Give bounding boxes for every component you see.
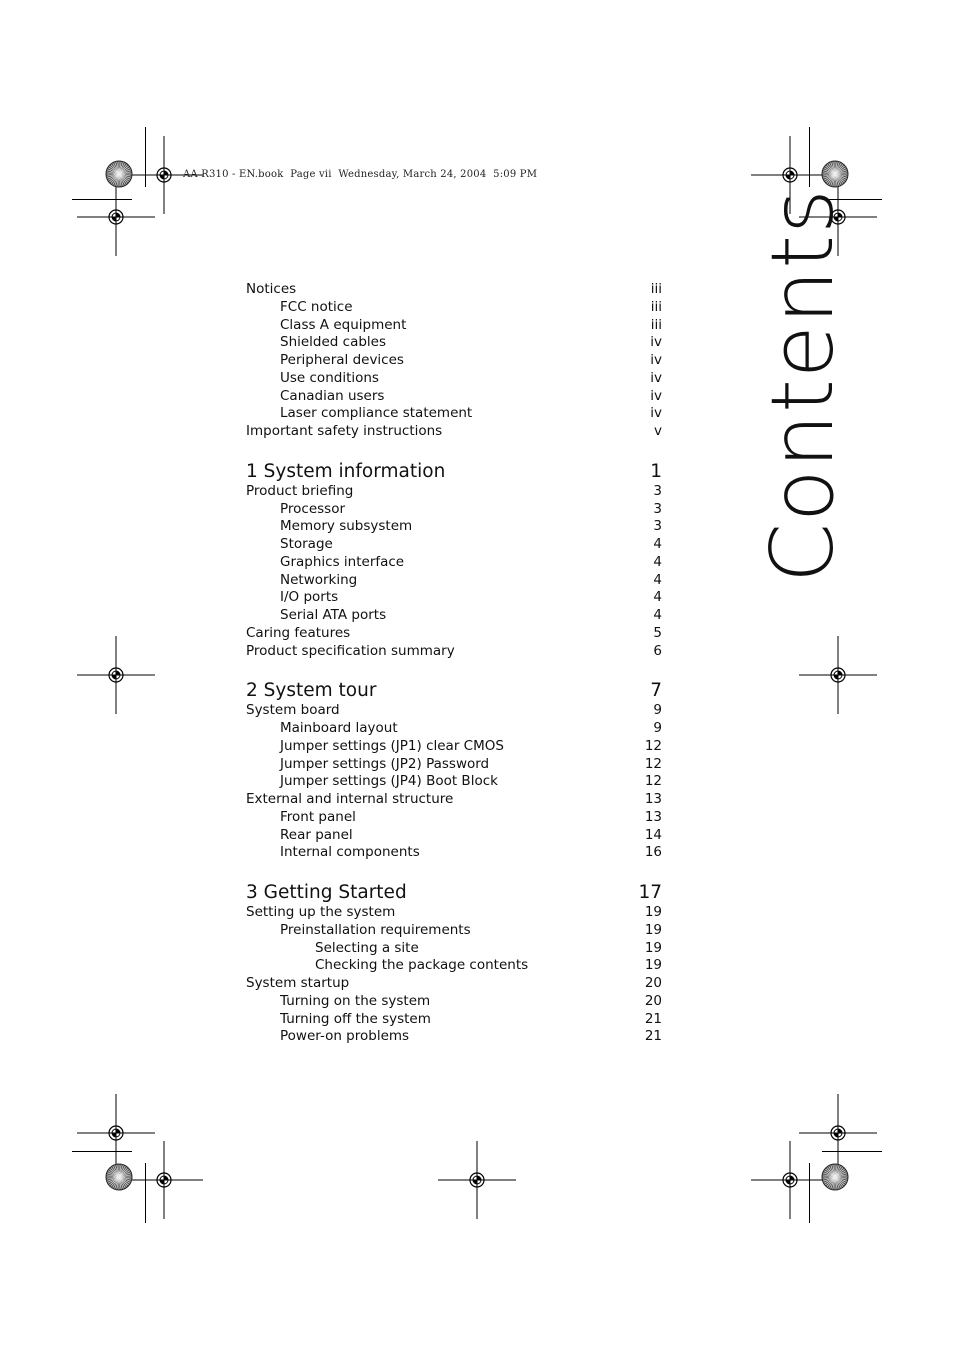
- registration-target-icon: [799, 636, 877, 714]
- toc-entry-title: FCC notice: [280, 298, 353, 315]
- table-of-contents: [246, 281, 662, 1046]
- toc-entry-title: Class A equipment: [280, 316, 407, 333]
- toc-entry-title: Internal components: [280, 844, 420, 861]
- toc-entry-title: Processor: [280, 500, 346, 517]
- toc-entry-title: Shielded cables: [280, 334, 387, 351]
- toc-entry-page: 4: [653, 553, 662, 570]
- toc-entry-row: [246, 388, 662, 406]
- toc-entry-row: [246, 405, 662, 423]
- color-registration-star-icon: [105, 160, 133, 188]
- toc-entry-title: Memory subsystem: [280, 518, 413, 535]
- toc-entry-title: Selecting a site: [315, 939, 419, 956]
- toc-entry-row: [246, 940, 662, 958]
- toc-entry-title: Product briefing: [246, 482, 354, 499]
- toc-entry-title: System board: [246, 702, 340, 719]
- toc-entry-title: Networking: [280, 571, 358, 588]
- toc-entry-page: 4: [653, 607, 662, 623]
- toc-entry-page: iv: [650, 387, 662, 404]
- toc-entry-row: [246, 791, 662, 809]
- color-registration-star-icon: [105, 1163, 133, 1191]
- toc-entry-page: 12: [644, 737, 662, 754]
- toc-entry-row: [246, 844, 662, 862]
- toc-entry-page: iv: [650, 369, 662, 386]
- toc-entry-title: Caring features: [246, 624, 351, 641]
- toc-entry-page: 14: [644, 826, 662, 843]
- toc-entry-title: 3 Getting Started: [246, 882, 407, 903]
- toc-entry-title: Use conditions: [280, 369, 379, 386]
- toc-entry-title: 2 System tour: [246, 680, 377, 702]
- toc-chapter-row: [246, 882, 662, 904]
- toc-entry-page: 4: [653, 536, 662, 552]
- toc-entry-page: 7: [650, 680, 662, 702]
- toc-entry-title: Peripheral devices: [280, 352, 404, 368]
- toc-entry-page: iii: [650, 298, 662, 315]
- toc-entry-title: Jumper settings (JP4) Boot Block: [280, 773, 498, 790]
- toc-entry-page: iii: [650, 281, 662, 297]
- toc-entry-row: [246, 317, 662, 335]
- toc-entry-page: 20: [644, 992, 662, 1009]
- toc-entry-title: Jumper settings (JP1) clear CMOS: [280, 737, 504, 754]
- registration-target-icon: [77, 636, 155, 714]
- toc-entry-page: iv: [650, 334, 662, 351]
- toc-entry-row: [246, 589, 662, 607]
- page-title: Contents: [753, 188, 853, 583]
- print-header-line: AA R310 - EN.book Page vii Wednesday, March 24, 2004 5:09 PM: [183, 169, 538, 180]
- toc-entry-row: [246, 607, 662, 625]
- registration-target-icon: [77, 178, 155, 256]
- toc-entry-title: Front panel: [280, 808, 356, 825]
- toc-entry-row: [246, 756, 662, 774]
- toc-entry-row: [246, 299, 662, 317]
- toc-entry-title: 1 System information: [246, 460, 446, 482]
- color-registration-star-icon: [821, 1163, 849, 1191]
- toc-entry-row: [246, 554, 662, 572]
- toc-entry-page: iv: [650, 352, 662, 368]
- toc-entry-title: Canadian users: [280, 387, 385, 404]
- toc-entry-row: [246, 643, 662, 661]
- toc-entry-row: [246, 423, 662, 441]
- registration-target-icon: [125, 1141, 203, 1219]
- toc-entry-title: Jumper settings (JP2) Password: [280, 755, 490, 772]
- toc-entry-title: Serial ATA ports: [280, 607, 387, 623]
- toc-entry-page: 4: [653, 589, 662, 606]
- toc-entry-row: [246, 625, 662, 643]
- toc-entry-page: 16: [644, 844, 662, 861]
- toc-entry-page: 19: [644, 921, 662, 938]
- toc-entry-title: Laser compliance statement: [280, 405, 473, 422]
- toc-entry-row: [246, 352, 662, 370]
- toc-entry-page: 5: [653, 624, 662, 641]
- toc-entry-title: Setting up the system: [246, 904, 396, 920]
- toc-entry-row: [246, 483, 662, 501]
- toc-entry-page: 13: [644, 791, 662, 807]
- toc-entry-row: [246, 370, 662, 388]
- toc-entry-page: 6: [653, 642, 662, 659]
- toc-chapter-row: [246, 461, 662, 483]
- toc-entry-row: [246, 773, 662, 791]
- toc-entry-row: [246, 1011, 662, 1029]
- toc-entry-page: 9: [653, 720, 662, 736]
- toc-entry-row: [246, 334, 662, 352]
- toc-entry-page: 4: [653, 571, 662, 588]
- toc-entry-page: 3: [653, 500, 662, 517]
- toc-entry-row: [246, 957, 662, 975]
- toc-chapter-row: [246, 680, 662, 702]
- toc-entry-page: 12: [644, 773, 662, 790]
- toc-entry-page: iii: [650, 316, 662, 333]
- toc-entry-title: Preinstallation requirements: [280, 921, 471, 938]
- toc-entry-page: 13: [644, 808, 662, 825]
- color-registration-star-icon: [821, 160, 849, 188]
- toc-entry-row: [246, 281, 662, 299]
- toc-entry-row: [246, 904, 662, 922]
- toc-entry-title: I/O ports: [280, 589, 339, 606]
- toc-entry-row: [246, 993, 662, 1011]
- toc-entry-title: Notices: [246, 281, 297, 297]
- toc-entry-page: 19: [644, 957, 662, 974]
- toc-entry-page: 3: [653, 482, 662, 499]
- toc-entry-title: Graphics interface: [280, 553, 405, 570]
- toc-entry-title: Rear panel: [280, 826, 353, 843]
- toc-entry-row: [246, 975, 662, 993]
- toc-entry-row: [246, 518, 662, 536]
- toc-entry-page: 12: [644, 755, 662, 772]
- toc-entry-row: [246, 572, 662, 590]
- toc-entry-row: [246, 809, 662, 827]
- toc-entry-page: 19: [644, 939, 662, 956]
- toc-entry-title: System startup: [246, 975, 350, 991]
- toc-entry-row: [246, 702, 662, 720]
- toc-entry-row: [246, 922, 662, 940]
- toc-entry-page: 21: [644, 1028, 662, 1045]
- registration-target-icon: [751, 1141, 829, 1219]
- toc-entry-row: [246, 501, 662, 519]
- toc-entry-page: 1: [650, 460, 662, 482]
- toc-entry-title: Mainboard layout: [280, 720, 398, 736]
- toc-entry-title: Turning off the system: [280, 1010, 431, 1027]
- toc-entry-title: Storage: [280, 536, 333, 552]
- toc-entry-page: iv: [650, 405, 662, 422]
- toc-entry-page: 19: [644, 904, 662, 920]
- toc-entry-title: External and internal structure: [246, 791, 454, 807]
- toc-entry-row: [246, 536, 662, 554]
- toc-entry-page: 17: [638, 882, 662, 903]
- toc-entry-row: [246, 720, 662, 738]
- toc-entry-row: [246, 1028, 662, 1046]
- toc-entry-title: Important safety instructions: [246, 423, 443, 439]
- toc-entry-page: v: [654, 423, 662, 439]
- toc-entry-row: [246, 738, 662, 756]
- toc-entry-title: Turning on the system: [280, 992, 431, 1009]
- toc-entry-page: 9: [653, 702, 662, 719]
- toc-entry-title: Product specification summary: [246, 642, 455, 659]
- registration-target-icon: [438, 1141, 516, 1219]
- toc-entry-row: [246, 827, 662, 845]
- toc-entry-page: 20: [644, 975, 662, 991]
- toc-entry-page: 21: [644, 1010, 662, 1027]
- toc-entry-page: 3: [653, 518, 662, 535]
- toc-entry-title: Power-on problems: [280, 1028, 410, 1045]
- toc-entry-title: Checking the package contents: [315, 957, 529, 974]
